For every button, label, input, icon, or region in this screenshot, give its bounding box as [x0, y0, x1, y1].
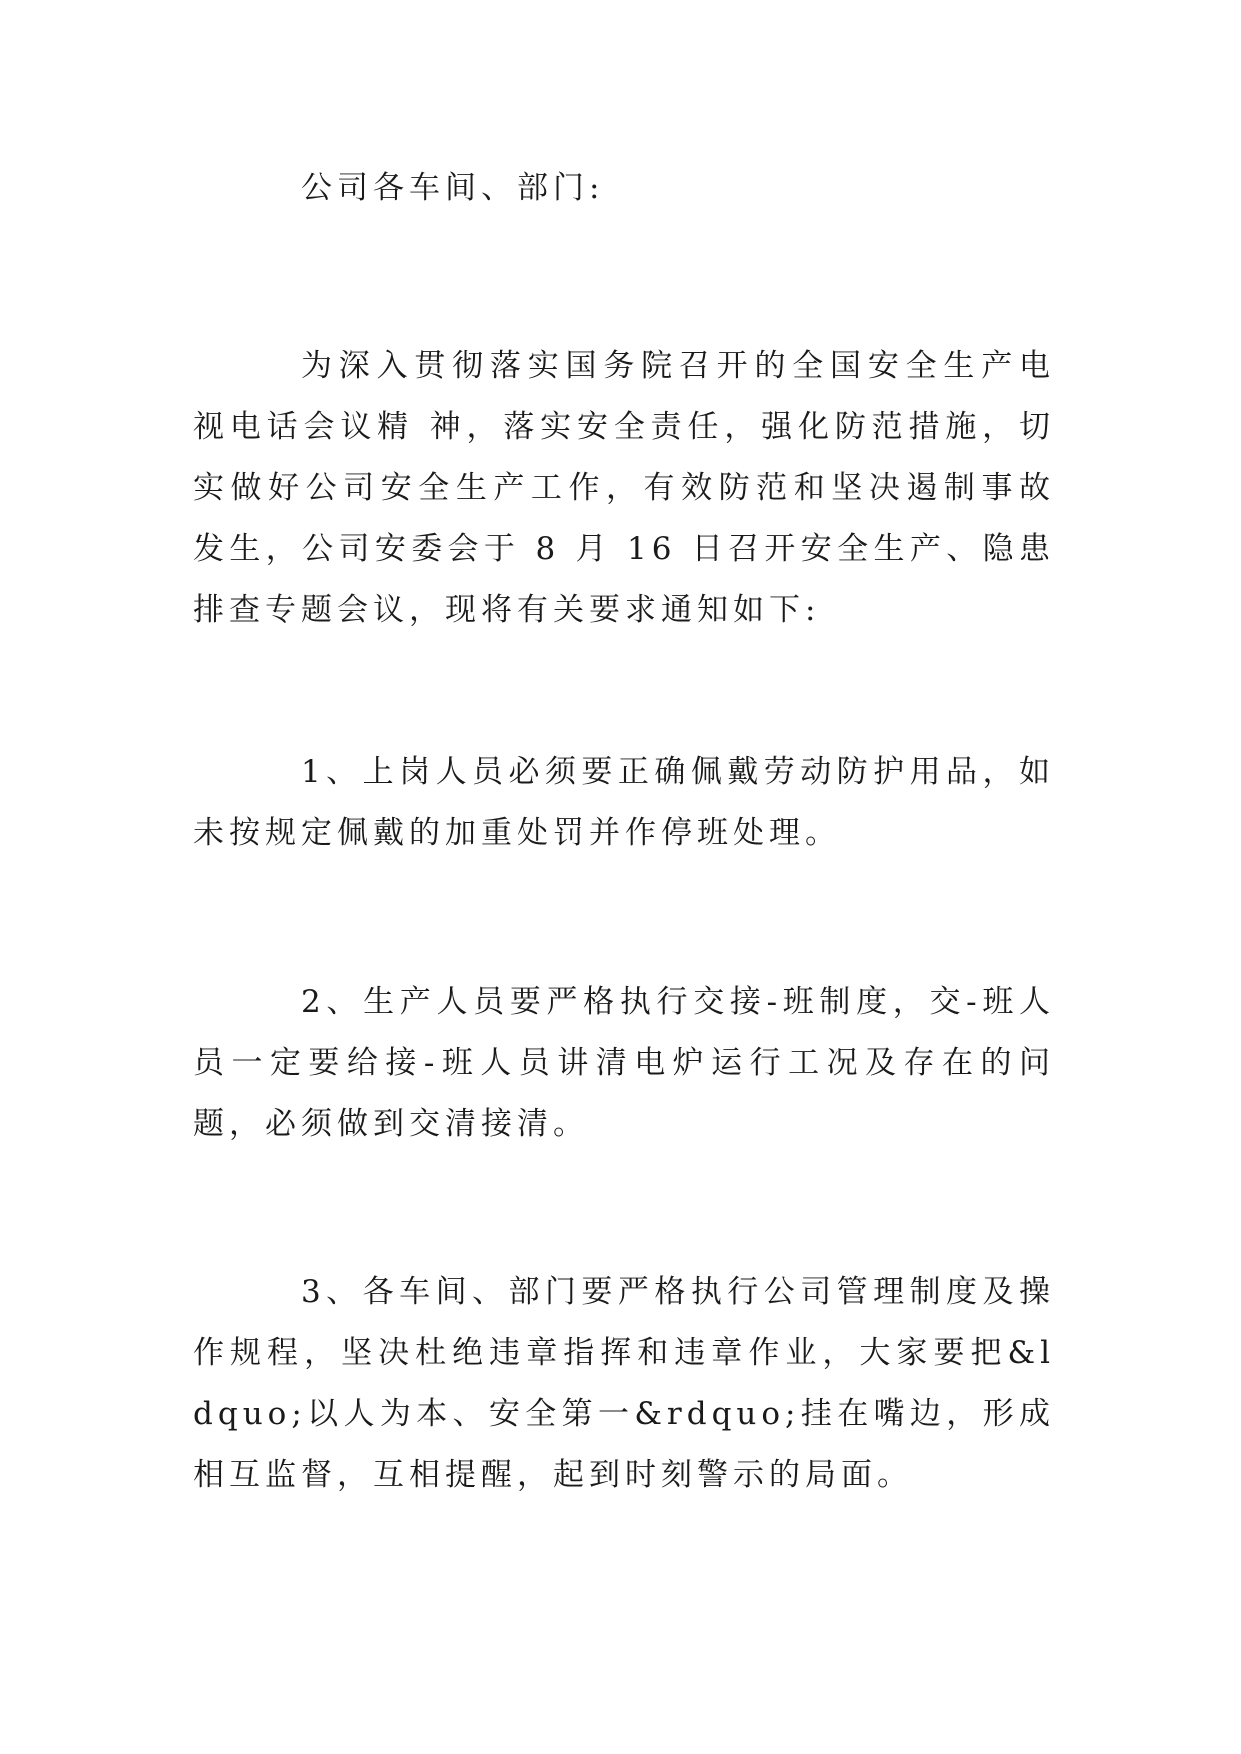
requirement-item-3: 3、各车间、部门要严格执行公司管理制度及操作规程，坚决杜绝违章指挥和违章作业，大家要把&ldquo;以人为本、安全第一&rdquo;挂在嘴边，形成相互监督，互相提醒，起到时刻警示的局面。: [193, 1274, 1055, 1493]
requirement-item-1: 1、上岗人员必须要正确佩戴劳动防护用品，如未按规定佩戴的加重处罚并作停班处理。: [193, 754, 1055, 851]
salutation: 公司各车间、部门:: [301, 170, 605, 206]
requirement-item-2: 2、生产人员要严格执行交接-班制度，交-班人员一定要给接-班人员讲清电炉运行工况及存在的问题，必须做到交清接清。: [193, 984, 1055, 1142]
intro-paragraph: 为深入贯彻落实国务院召开的全国安全生产电视电话会议精 神，落实安全责任，强化防范措施，切实做好公司安全生产工作，有效防范和坚决遏制事故发生，公司安委会于 8 月 16 日召开安全生产、隐患排查专题会议，现将有关要求通知如下:: [193, 348, 1055, 628]
